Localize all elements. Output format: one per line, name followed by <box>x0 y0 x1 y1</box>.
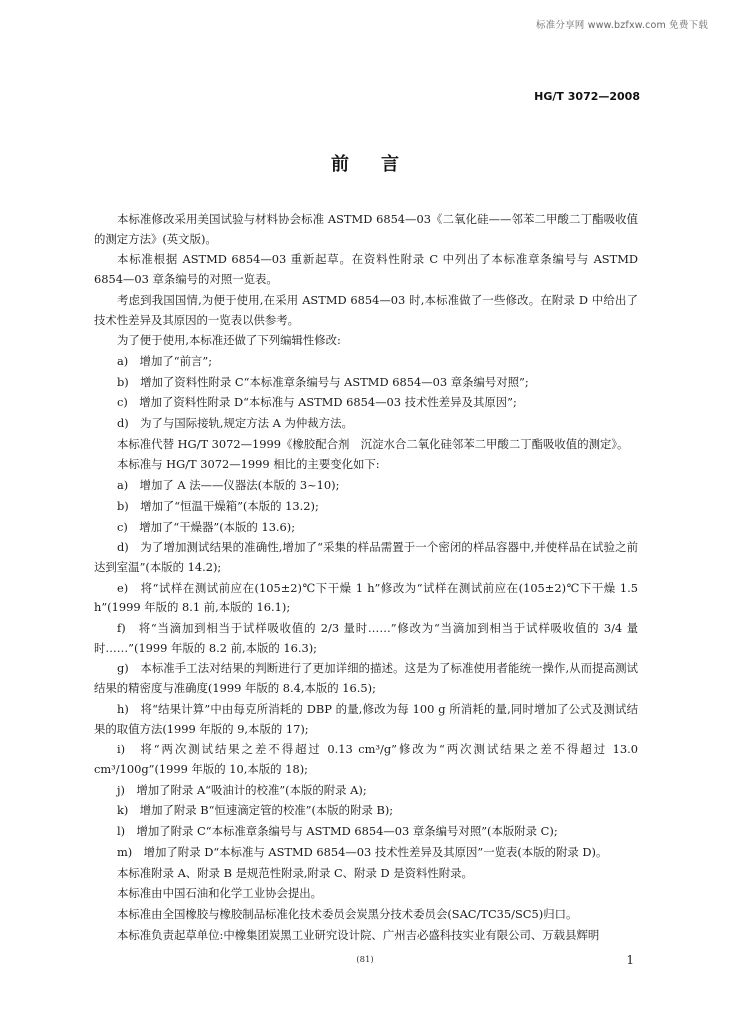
paragraph-1: 本标准修改采用美国试验与材料协会标准 ASTMD 6854—03《二氧化硅——邻苯二甲酸二丁酯吸收值的测定方法》(英文版)。 <box>94 212 638 246</box>
change-item-f: f) 将“当滴加到相当于试样吸收值的 2/3 量时……”修改为“当滴加到相当于试样吸收值的 3/4 量时……”(1999 年版的 8.2 前,本版的 16.3); <box>94 621 638 655</box>
edit-item-b: b) 增加了资料性附录 C“本标准章条编号与 ASTMD 6854—03 章条编号对照”; <box>117 374 529 389</box>
change-item-j: j) 增加了附录 A“吸油计的校准”(本版的附录 A); <box>117 782 367 797</box>
change-item-e: e) 将“试样在测试前应在(105±2)℃下干燥 1 h”修改为“试样在测试前应在(105±2)℃下干燥 1.5 h”(1999 年版的 8.1 前,本版的 16.1); <box>94 580 638 615</box>
paragraph-replaces: 本标准代替 HG/T 3072—1999《橡胶配合剂 沉淀水合二氧化硅邻苯二甲酸二丁酯吸收值的测定》。 <box>117 436 629 451</box>
paragraph-3: 考虑到我国国情,为便于使用,在采用 ASTMD 6854—03 时,本标准做了一些修改。在附录 D 中给出了技术性差异及其原因的一览表以供参考。 <box>94 292 638 327</box>
edit-item-a: a) 增加了“前言”; <box>117 353 213 368</box>
body-text <box>94 210 638 946</box>
edit-item-c: c) 增加了资料性附录 D“本标准与 ASTMD 6854—03 技术性差异及其原因”; <box>117 395 517 410</box>
paragraph-drafters: 本标准负责起草单位:中橡集团炭黑工业研究设计院、广州吉必盛科技实业有限公司、万载县辉明 <box>117 927 600 942</box>
page-number: 1 <box>626 953 634 967</box>
edit-item-d: d) 为了与国际接轨,规定方法 A 为仲裁方法。 <box>117 416 353 431</box>
change-item-m: m) 增加了附录 D“本标准与 ASTMD 6854—03 技术性差异及其原因”一览表(本版的附录 D)。 <box>117 844 608 859</box>
paragraph-appendices: 本标准附录 A、附录 B 是规范性附录,附录 C、附录 D 是资料性附录。 <box>117 865 473 880</box>
watermark-text: 标准分享网 www.bzfxw.com 免费下载 <box>536 20 708 31</box>
paragraph-administered-by: 本标准由全国橡胶与橡胶制品标准化技术委员会炭黑分技术委员会(SAC/TC35/SC5)归口。 <box>117 906 578 921</box>
change-item-d: d) 为了增加测试结果的准确性,增加了“采集的样品需置于一个密闭的样品容器中,并使样品在试验之前达到室温”(本版的 14.2); <box>94 540 638 574</box>
change-item-a: a) 增加了 A 法——仪器法(本版的 3~10); <box>117 478 340 493</box>
change-item-g: g) 本标准手工法对结果的判断进行了更加详细的描述。这是为了标准使用者能统一操作,从而提高测试结果的精密度与准确度(1999 年版的 8.4,本版的 16.5); <box>94 661 638 696</box>
page-mark: (81) <box>356 955 374 965</box>
page-title: 前言 <box>331 154 431 175</box>
change-item-k: k) 增加了附录 B“恒速滴定管的校准”(本版的附录 B); <box>117 803 394 818</box>
paragraph-2: 本标准根据 ASTMD 6854—03 重新起草。在资料性附录 C 中列出了本标准章条编号与 ASTMD 6854—03 章条编号的对照一览表。 <box>94 252 638 287</box>
change-item-b: b) 增加了“恒温干燥箱”(本版的 13.2); <box>117 498 319 513</box>
change-item-i: i) 将“两次测试结果之差不得超过 0.13 cm³/g”修改为“两次测试结果之差不得超过 13.0 cm³/100g”(1999 年版的 10,本版的 18); <box>94 742 638 776</box>
change-item-l: l) 增加了附录 C“本标准章条编号与 ASTMD 6854—03 章条编号对照”(本版附录 C); <box>117 824 558 839</box>
paragraph-changes-intro: 本标准与 HG/T 3072—1999 相比的主要变化如下: <box>117 457 380 472</box>
standard-code: HG/T 3072—2008 <box>534 90 640 103</box>
paragraph-proposed-by: 本标准由中国石油和化学工业协会提出。 <box>117 886 323 901</box>
paragraph-4: 为了便于使用,本标准还做了下列编辑性修改: <box>117 333 341 348</box>
change-item-c: c) 增加了“干燥器”(本版的 13.6); <box>117 519 296 534</box>
change-item-h: h) 将“结果计算”中由每克所消耗的 DBP 的量,修改为每 100 g 所消耗的量,同时增加了公式及测试结果的取值方法(1999 年版的 9,本版的 17); <box>94 701 638 736</box>
